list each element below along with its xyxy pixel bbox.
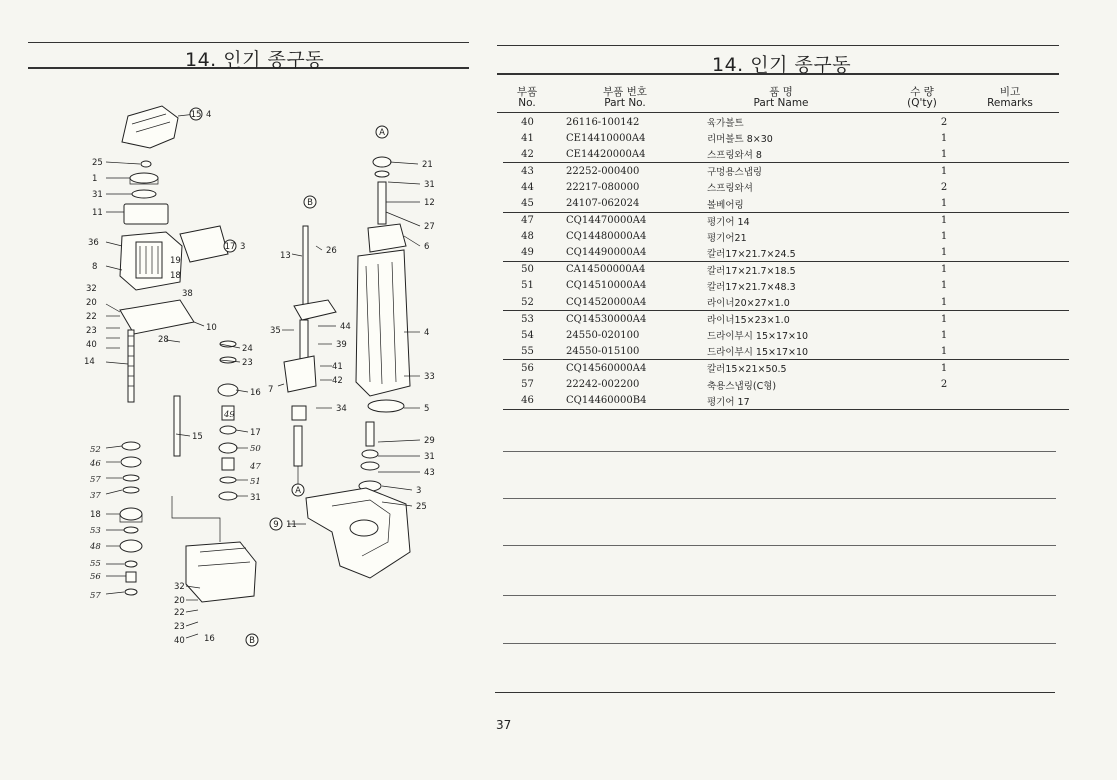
row-part-no: 22217-080000 xyxy=(566,181,640,193)
row-part-name: 볼베어링 xyxy=(701,195,919,212)
svg-text:21: 21 xyxy=(422,160,433,170)
table-row xyxy=(503,130,1069,146)
svg-text:39: 39 xyxy=(336,340,347,350)
row-no: 53 xyxy=(521,313,534,325)
cover-part xyxy=(122,106,178,148)
row-part-no: CQ14490000A4 xyxy=(552,245,701,262)
row-remarks xyxy=(969,343,1069,360)
row-qty: 1 xyxy=(940,362,948,374)
row-qty: 1 xyxy=(919,294,969,311)
empty-row-divider xyxy=(503,451,1056,452)
right-page-title: 14. 인기 종구동 xyxy=(712,54,852,76)
row-part-name: 라이너15×23×1.0 xyxy=(707,315,790,327)
svg-text:19: 19 xyxy=(170,256,181,266)
svg-text:29: 29 xyxy=(424,436,435,446)
svg-text:48: 48 xyxy=(90,542,101,552)
row-no: 45 xyxy=(503,195,552,212)
svg-text:6: 6 xyxy=(424,242,430,252)
row-no: 51 xyxy=(521,280,534,292)
row-part-name: 스프링와셔 xyxy=(707,183,753,195)
svg-text:41: 41 xyxy=(332,362,343,372)
callout-a-top xyxy=(376,126,388,138)
table-row xyxy=(503,146,1069,163)
table-row xyxy=(503,179,1069,195)
row-part-no: 22252-000400 xyxy=(566,165,640,177)
row-remarks xyxy=(969,130,1069,146)
svg-text:17: 17 xyxy=(224,242,236,252)
svg-text:20: 20 xyxy=(86,298,97,308)
svg-text:26: 26 xyxy=(326,246,337,256)
row-qty: 1 xyxy=(919,195,969,212)
header-part-name-ko: 품 명 xyxy=(769,86,793,98)
row-remarks xyxy=(969,393,1069,410)
svg-text:32: 32 xyxy=(174,582,185,592)
table-row xyxy=(503,360,1069,377)
svg-text:4: 4 xyxy=(206,110,212,120)
row-qty: 1 xyxy=(919,146,969,163)
svg-text:A: A xyxy=(379,128,385,138)
svg-text:20: 20 xyxy=(174,596,185,606)
svg-text:27: 27 xyxy=(424,222,435,232)
row-part-no: 22242-002200 xyxy=(566,379,640,391)
right-top-rule xyxy=(497,45,1059,46)
header-remarks xyxy=(980,87,1040,109)
row-remarks xyxy=(969,360,1069,377)
row-remarks xyxy=(969,311,1069,328)
right-bottom-rule xyxy=(495,692,1055,693)
row-no: 54 xyxy=(521,329,534,341)
row-no: 50 xyxy=(521,264,534,276)
svg-text:11: 11 xyxy=(92,208,103,218)
right-header-rule xyxy=(497,112,1059,113)
header-qty-en: (Q'ty) xyxy=(907,97,937,109)
row-qty: 1 xyxy=(940,313,948,325)
row-qty: 1 xyxy=(940,280,948,292)
row-no: 43 xyxy=(521,165,534,177)
callout-17 xyxy=(224,240,245,252)
row-no: 44 xyxy=(521,181,534,193)
svg-text:B: B xyxy=(249,636,255,646)
svg-text:23: 23 xyxy=(242,358,253,368)
header-no xyxy=(510,87,544,109)
header-part-no-en: Part No. xyxy=(604,97,646,109)
row-part-name: 육가볼트 xyxy=(707,118,744,130)
exploded-parts-diagram xyxy=(70,86,470,666)
row-part-name: 칼러17×21.7×18.5 xyxy=(707,265,796,277)
header-no-ko: 부품 xyxy=(516,86,538,98)
empty-row-divider xyxy=(503,595,1056,596)
row-part-no: CQ14510000A4 xyxy=(566,280,647,292)
header-part-no xyxy=(580,87,670,109)
svg-text:50: 50 xyxy=(250,444,261,454)
row-no: 47 xyxy=(521,215,534,227)
svg-text:16: 16 xyxy=(250,388,261,398)
svg-text:18: 18 xyxy=(90,510,101,520)
row-qty: 1 xyxy=(940,329,948,341)
left-page-title: 14. 인기 종구동 xyxy=(185,49,325,71)
row-part-name: 칼러17×21.7×24.5 xyxy=(701,245,919,262)
svg-text:38: 38 xyxy=(182,289,193,299)
header-part-name-en: Part Name xyxy=(753,97,809,109)
row-no: 55 xyxy=(503,343,552,360)
svg-text:40: 40 xyxy=(174,636,185,646)
row-part-no: 24107-062024 xyxy=(552,195,701,212)
svg-text:31: 31 xyxy=(424,452,435,462)
row-no: 49 xyxy=(503,245,552,262)
page-number: 37 xyxy=(496,718,512,732)
row-part-no: CE14420000A4 xyxy=(552,146,701,163)
row-qty: 1 xyxy=(940,132,948,144)
svg-text:46: 46 xyxy=(90,459,101,469)
svg-text:52: 52 xyxy=(90,445,101,455)
table-row xyxy=(503,311,1069,328)
row-part-name: 구멍용스냅링 xyxy=(707,167,763,179)
row-part-name: 라이너20×27×1.0 xyxy=(701,294,919,311)
row-qty: 2 xyxy=(940,116,948,128)
svg-text:23: 23 xyxy=(174,622,185,632)
row-part-no: CA14500000A4 xyxy=(566,264,646,276)
row-qty: 1 xyxy=(919,245,969,262)
row-remarks xyxy=(969,261,1069,278)
row-remarks xyxy=(969,278,1069,294)
row-no: 57 xyxy=(521,379,534,391)
row-remarks xyxy=(969,229,1069,245)
svg-text:9: 9 xyxy=(273,520,279,530)
row-remarks xyxy=(969,327,1069,343)
row-part-name: 스프링와셔 8 xyxy=(701,146,919,163)
svg-text:56: 56 xyxy=(90,572,101,582)
table-row xyxy=(503,212,1069,229)
row-part-name: 평기어21 xyxy=(707,232,747,244)
svg-text:31: 31 xyxy=(250,493,261,503)
table-row xyxy=(503,343,1069,360)
row-part-no: CE14410000A4 xyxy=(566,132,646,144)
row-no: 46 xyxy=(503,393,552,410)
svg-text:44: 44 xyxy=(340,322,351,332)
svg-text:B: B xyxy=(307,198,313,208)
callout-b-top xyxy=(304,196,316,208)
left-top-rule xyxy=(28,42,469,43)
row-qty: 1 xyxy=(940,231,948,243)
row-qty: 1 xyxy=(940,215,948,227)
callout-a-bottom xyxy=(292,484,304,496)
row-remarks xyxy=(969,212,1069,229)
table-row xyxy=(503,278,1069,294)
row-part-no: 24550-020100 xyxy=(566,329,640,341)
row-no: 56 xyxy=(521,362,534,374)
svg-text:8: 8 xyxy=(92,262,98,272)
callout-9 xyxy=(270,518,297,530)
header-part-name xyxy=(736,87,826,109)
row-remarks xyxy=(969,245,1069,262)
row-qty: 2 xyxy=(940,379,948,391)
header-qty-ko: 수 량 xyxy=(910,86,934,98)
table-row xyxy=(503,163,1069,180)
svg-text:17: 17 xyxy=(250,428,261,438)
parts-table xyxy=(503,114,1069,410)
svg-text:10: 10 xyxy=(206,323,217,333)
svg-text:33: 33 xyxy=(424,372,435,382)
svg-text:25: 25 xyxy=(416,502,427,512)
row-remarks xyxy=(969,163,1069,180)
svg-text:A: A xyxy=(295,486,301,496)
empty-row-divider xyxy=(503,545,1056,546)
svg-text:5: 5 xyxy=(424,404,430,414)
svg-text:57: 57 xyxy=(90,591,101,601)
svg-text:22: 22 xyxy=(86,312,97,322)
empty-row-divider xyxy=(503,498,1056,499)
svg-text:16: 16 xyxy=(204,634,215,644)
table-row xyxy=(503,327,1069,343)
row-qty xyxy=(919,393,969,410)
svg-text:53: 53 xyxy=(90,526,101,536)
row-qty: 1 xyxy=(919,343,969,360)
table-row xyxy=(503,229,1069,245)
svg-text:42: 42 xyxy=(332,376,343,386)
svg-text:49: 49 xyxy=(224,410,235,420)
row-qty: 2 xyxy=(940,181,948,193)
svg-text:25: 25 xyxy=(92,158,103,168)
svg-text:43: 43 xyxy=(424,468,435,478)
svg-text:12: 12 xyxy=(424,198,435,208)
row-part-name: 축용스냅링(C형) xyxy=(707,380,777,392)
svg-text:13: 13 xyxy=(280,251,291,261)
row-part-name: 평기어 14 xyxy=(707,216,750,228)
row-part-no: 26116-100142 xyxy=(566,116,640,128)
svg-text:40: 40 xyxy=(86,340,97,350)
row-part-no: CQ14560000A4 xyxy=(566,362,647,374)
svg-text:15: 15 xyxy=(192,432,203,442)
svg-text:51: 51 xyxy=(250,477,261,487)
row-no: 42 xyxy=(503,146,552,163)
table-row xyxy=(503,393,1069,410)
svg-text:31: 31 xyxy=(92,190,103,200)
table-row xyxy=(503,377,1069,393)
svg-text:37: 37 xyxy=(90,491,101,501)
row-part-name: 드라이부시 15×17×10 xyxy=(701,343,919,360)
empty-row-divider xyxy=(503,643,1056,644)
header-remarks-en: Remarks xyxy=(987,97,1033,109)
svg-text:3: 3 xyxy=(416,486,422,496)
row-no: 41 xyxy=(521,132,534,144)
row-no: 40 xyxy=(521,116,534,128)
row-part-no: CQ14460000B4 xyxy=(552,393,701,410)
header-qty xyxy=(900,87,944,109)
row-part-no: CQ14480000A4 xyxy=(566,231,647,243)
row-part-name: 평기어 17 xyxy=(701,393,919,410)
svg-text:55: 55 xyxy=(90,559,101,569)
table-row xyxy=(503,114,1069,130)
header-no-en: No. xyxy=(518,97,536,109)
row-part-no: 24550-015100 xyxy=(552,343,701,360)
row-no: 48 xyxy=(521,231,534,243)
table-row xyxy=(503,261,1069,278)
row-remarks xyxy=(969,377,1069,393)
row-part-no: CQ14470000A4 xyxy=(566,215,647,227)
table-row xyxy=(503,195,1069,212)
row-remarks xyxy=(969,294,1069,311)
svg-text:7: 7 xyxy=(268,385,274,395)
table-row xyxy=(503,294,1069,311)
row-qty: 1 xyxy=(940,165,948,177)
svg-text:18: 18 xyxy=(170,271,181,281)
row-remarks xyxy=(969,114,1069,130)
row-part-name: 칼러17×21.7×48.3 xyxy=(707,281,796,293)
svg-text:57: 57 xyxy=(90,475,101,485)
svg-text:35: 35 xyxy=(270,326,281,336)
callout-15 xyxy=(190,108,211,120)
svg-text:36: 36 xyxy=(88,238,99,248)
svg-text:22: 22 xyxy=(174,608,185,618)
svg-text:34: 34 xyxy=(336,404,347,414)
svg-text:23: 23 xyxy=(86,326,97,336)
center-shaft-assembly xyxy=(284,226,336,484)
row-part-name: 드라이부시 15×17×10 xyxy=(707,331,809,343)
svg-text:3: 3 xyxy=(240,242,246,252)
row-no: 52 xyxy=(503,294,552,311)
table-row xyxy=(503,245,1069,262)
row-remarks xyxy=(969,195,1069,212)
row-part-no: CQ14530000A4 xyxy=(566,313,647,325)
svg-text:24: 24 xyxy=(242,344,253,354)
row-remarks xyxy=(969,146,1069,163)
header-part-no-ko: 부품 번호 xyxy=(603,86,647,98)
svg-text:31: 31 xyxy=(424,180,435,190)
callout-b-bottom xyxy=(246,634,258,646)
row-part-no: CQ14520000A4 xyxy=(552,294,701,311)
svg-text:15: 15 xyxy=(190,110,202,120)
svg-text:32: 32 xyxy=(86,284,97,294)
svg-text:11: 11 xyxy=(286,520,297,530)
row-remarks xyxy=(969,179,1069,195)
svg-text:47: 47 xyxy=(250,462,261,472)
svg-text:14: 14 xyxy=(84,357,95,367)
middle-gear-stack xyxy=(172,341,256,602)
row-qty: 1 xyxy=(940,264,948,276)
left-gear-stack xyxy=(120,161,228,595)
row-part-name: 칼러15×21×50.5 xyxy=(707,364,787,376)
svg-text:28: 28 xyxy=(158,335,169,345)
svg-text:4: 4 xyxy=(424,328,430,338)
header-remarks-ko: 비고 xyxy=(999,86,1021,98)
svg-text:1: 1 xyxy=(92,174,98,184)
row-part-name: 리머볼트 8×30 xyxy=(707,134,773,146)
